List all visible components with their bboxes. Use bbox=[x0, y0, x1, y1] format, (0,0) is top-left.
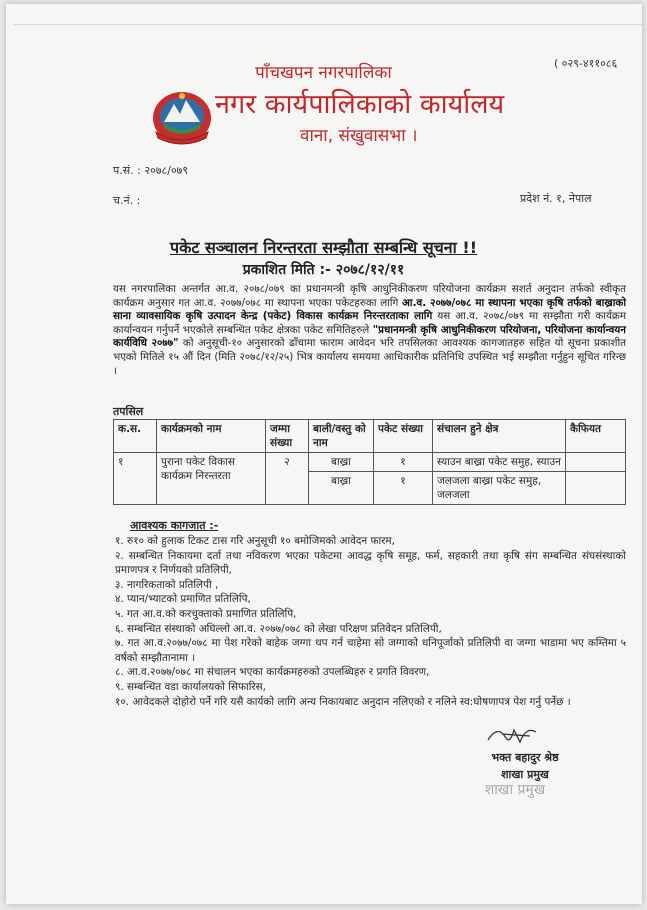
notice-bold-1: आ.व. २०७७/०७८ मा स्थापना भएका कृषि तर्फको बाख्राको साना व्यावसायिक कृषि उत्पादन केन्द्र (पकेट) विकास कार्यक्रम निरन्तरताका लागि bbox=[113, 296, 626, 323]
doc-item: २. सम्बन्धित निकायमा दर्ता तथा नविकरण भएका पकेटमा आवद्ध कृषि समूह, फर्म, सहकारी तथा कृषि संग सम्बन्धित संघसंस्थाको प्रमाणपत्र र निर्णयको प्रतिलिपी, bbox=[115, 549, 626, 577]
handwritten-signature bbox=[484, 720, 544, 746]
office-address: वाना, संखुवासभा । bbox=[300, 126, 418, 146]
cell-sn: १ bbox=[114, 453, 157, 505]
cell-crop: बाख्रा bbox=[309, 453, 374, 472]
cell-remarks bbox=[566, 453, 626, 472]
nepal-emblem-icon bbox=[150, 88, 214, 146]
cell-area: जलजला बाख्रा पकेट समुह, जलजला bbox=[433, 472, 566, 505]
doc-item: ९. सम्बन्धित वडा कार्यालयको सिफारिस, bbox=[115, 680, 266, 693]
cell-pockets: १ bbox=[374, 472, 433, 505]
notice-body bbox=[113, 283, 626, 378]
notice-text-3: को अनुसूची-१० अनुसारको ढाँचामा फाराम आवेदन भरि तपसिलका आवश्यक कागजातहरु सहित यो सूचना प्रकाशीत भएको मितिले १५ औं दिन (मिति २०७८/१२/२५) भित्र कार्यालय समयमा आधिकारीक प्रतिनिधि उपस्थित भई सम्झौता गर्नुहुन सूचित गरिन्छ । bbox=[113, 337, 626, 377]
cell-total: २ bbox=[266, 453, 309, 505]
cell-crop: बाख्रा bbox=[309, 472, 374, 505]
signatory-role: शाखा प्रमुख bbox=[501, 768, 549, 781]
required-docs-list bbox=[115, 534, 626, 709]
notice-text-1: यस नगरपालिका अन्तर्गत आ.व. २०७८/०७९ का प्रधानमन्त्री कृषि आधुनिकीकरण परियोजना कार्यक्रम सशर्त अनुदान तर्फको स्वीकृत कार्यक्रम अनुसार गत आ.व. २०७७/०७८ मा स्थापना भएका पकेटहरुका लागि bbox=[113, 283, 626, 309]
doc-item: १. रु१० को हुलाक टिकट टास गरि अनुसूची १० बमोजिमको आवेदन फारम, bbox=[115, 535, 395, 547]
cell-program: पुराना पकेट विकास कार्यक्रम निरन्तरता bbox=[157, 453, 266, 505]
doc-item: ५. गत आ.व.को करचुक्ताको प्रमाणित प्रतिलिपि, bbox=[115, 607, 297, 620]
doc-item: ६. सम्बन्धित संस्थाको अघिल्लो आ.व. २०७७/०७८ को लेखा परिक्षण प्रतिवेदन प्रतिलिपी, bbox=[115, 622, 442, 635]
pocket-table bbox=[113, 419, 626, 505]
notice-title: पकेट सञ्चालन निरन्तरता सम्झौता सम्बन्धि सूचना !! bbox=[169, 238, 477, 257]
col-program: कार्यक्रमको नाम bbox=[157, 420, 266, 453]
province-label: प्रदेश नं. १, नेपाल bbox=[520, 192, 592, 205]
cell-remarks bbox=[566, 472, 626, 505]
table-header-row bbox=[114, 420, 626, 453]
municipality-name: पाँचखपन नगरपालिका bbox=[255, 63, 392, 83]
table-caption: तपसिल bbox=[113, 405, 144, 418]
doc-item: ३. नागरिकताको प्रतिलिपी , bbox=[115, 578, 219, 591]
cell-area: स्याउन बाख्रा पकेट समुह, स्याउन bbox=[433, 453, 566, 472]
dispatch-number: च.नं. : bbox=[113, 194, 141, 207]
table-row bbox=[114, 453, 626, 472]
required-docs-heading: आवश्यक कागजात :- bbox=[130, 519, 219, 532]
doc-item: ८. आ.व.२०७७/०७८ मा संचालन भएका कार्यक्रमहरुको उपलब्धिहरु र प्रगति विवरण, bbox=[115, 666, 430, 679]
reference-number: प.सं. : २०७८/०७९ bbox=[113, 164, 189, 177]
doc-item: ७. गत आ.व.२०७७/०७८ मा पेश गरेको बाहेक जग्गा थप गर्न चाहेमा सो जग्गाको धनिपूर्जाको प्रतिलिपी वा जग्गा भाडामा भए कम्तिमा ५ वर्षको सम्झौतानामा । bbox=[115, 637, 626, 664]
col-area: संचालन हुने क्षेत्र bbox=[433, 420, 566, 453]
notice-text-2: यस आ.व. २०७८/०७९ मा सम्झौता गरी कार्यक्रम कार्यान्वयन गर्नुपर्ने भएकोले सम्बन्धित पकेट क्षेत्रका पकेट समितिहरुले bbox=[113, 310, 626, 336]
office-name: नगर कार्यपालिकाको कार्यालय bbox=[215, 89, 505, 120]
published-date: प्रकाशित मिति :- २०७८/१२/११ bbox=[242, 262, 405, 278]
notice-bold-2: "प्रधानमन्त्री कृषि आधुनिकीकरण परियोजना, परियोजना कार्यान्वयन कार्यविधि २०७७" bbox=[113, 323, 626, 350]
role-stamp: शाखा प्रमुख bbox=[484, 782, 546, 798]
col-remarks: कैफियत bbox=[566, 420, 626, 453]
signatory-name: भक्त बहादुर श्रेष्ठ bbox=[491, 751, 559, 764]
col-sn: क.स. bbox=[114, 420, 157, 453]
phone-number: ( ०२९-४११०८६ bbox=[554, 57, 618, 70]
col-total: जम्मा संख्या bbox=[266, 420, 309, 453]
doc-item: ४. प्यान/भ्याटको प्रमाणित प्रतिलिपि, bbox=[115, 593, 251, 606]
col-crop: बाली/वस्तु को नाम bbox=[309, 420, 374, 453]
cell-pockets: १ bbox=[374, 453, 433, 472]
col-pockets: पकेट संख्या bbox=[374, 420, 433, 453]
doc-item: १०. आवेदकले दोहोरो पर्ने गरि यसै कार्यको लागि अन्य निकायबाट अनुदान नलिएको र नलिने स्व:घोषणापत्र पेश गर्नु पर्नेछ । bbox=[115, 695, 571, 708]
top-crease bbox=[14, 24, 646, 25]
